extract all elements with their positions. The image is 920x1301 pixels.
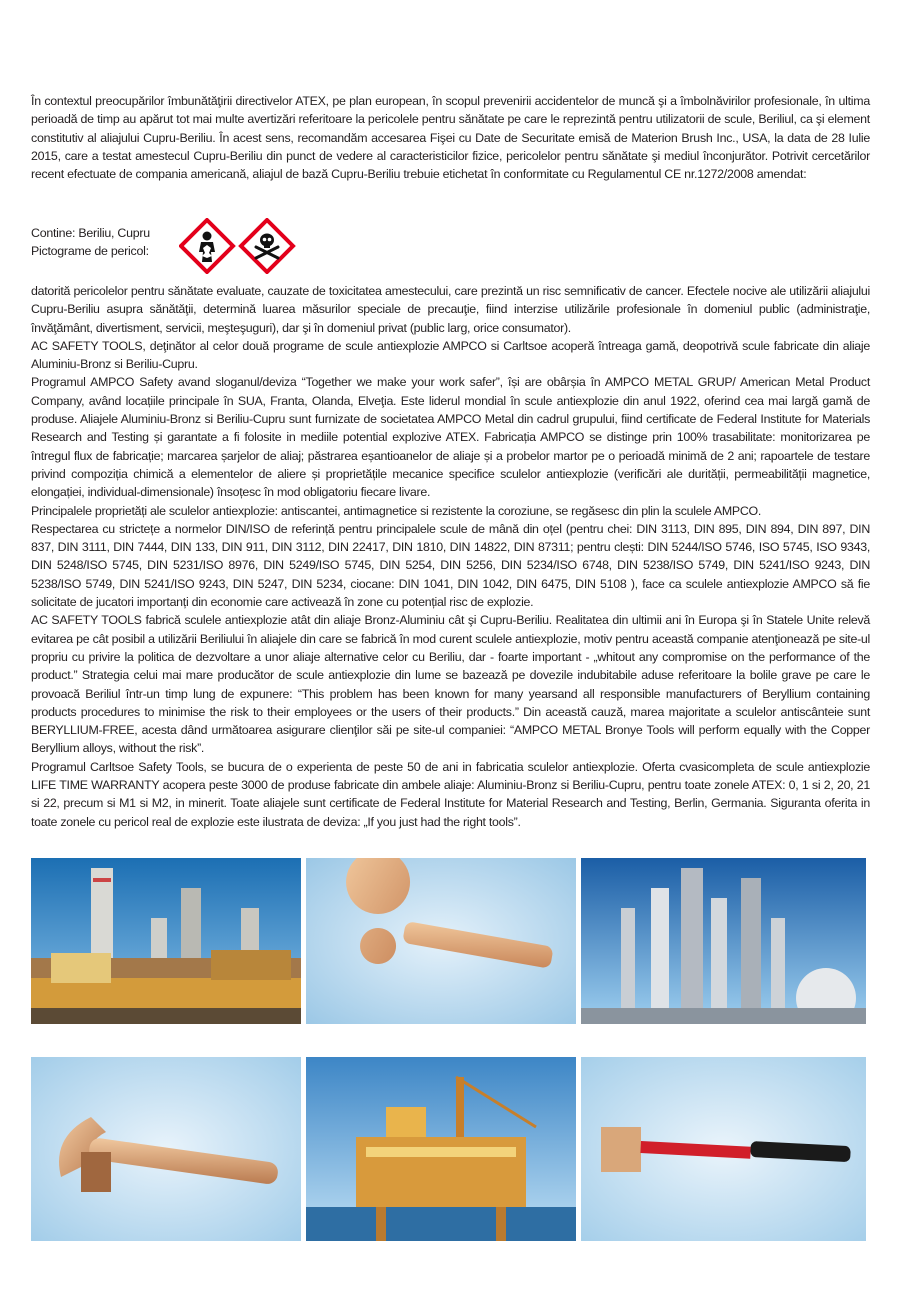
hazard-pictograms [179,218,299,274]
ring-wrench-photo [306,858,576,1024]
offshore-platform-photo [306,1057,576,1241]
body-text [31,282,870,831]
paragraph-properties: Principalele proprietăți ale sculelor antiexplozie: antiscantei, antimagnetice si rezistente la coroziune, se regăsesc din plin la sculele AMPCO. [31,503,762,518]
adjustable-wrench-photo [31,1057,301,1241]
contains-label: Contine: Beriliu, Cupru [31,226,150,240]
sledge-hammer-photo [581,1057,866,1241]
health-hazard-icon [181,220,233,272]
intro-text [31,92,870,183]
intro-paragraph: În contextul preocupărilor îmbunătăţirii directivelor ATEX, pe plan european, în scopul prevenirii accidentelor de muncă şi a îmbolnăvirilor profesionale, în ultima perioadă de timp au apărut tot mai multe avertizări referitoare la pericolele pentru sănătate pe care le reprezintă pentru utilizatorii de scule, Beriliul, ca şi element constitutiv al aliajului Cupru-Beriliu. În acest sens, recomandăm accesarea Fişei cu Date de Securitate emisă de Materion Brush Inc., USA, la data de 28 Iulie 2015, care a testat amestecul Cupru-Beriliu din punct de vedere al caracteristicilor fizice, pericolelor pentru sănătate şi mediul înconjurător. Potrivit cercetărilor recent efectuate de compania americană, aliajul de bază Cupru-Beriliu trebuie etichetat în conformitate cu Regulamentul CE nr.1272/2008 amendat: [31,94,870,182]
paragraph-health: datorită pericolelor pentru sănătate evaluate, cauzate de toxicitatea amestecului, care prezintă un risc semnificativ de cancer. Efectele nocive ale utilizării aliajului Cupru-Beriliu asupra sănătăţii, determină luarea măsurilor speciale de precauţie, fiind interzise utilizările profesionale în domeniul public (administraţie, învăţământ, divertisment, servicii, meşteşuguri), dar şi în domeniul privat (public larg, orice consumator). [31,284,870,335]
hazard-labels [31,224,150,260]
pictogram-label: Pictograme de pericol: [31,244,149,258]
skull-crossbones-icon [241,220,293,272]
refinery-photo [581,858,866,1024]
power-plant-photo [31,858,301,1024]
paragraph-din-iso: Respectarea cu strictețe a normelor DIN/ISO de referință pentru principalele scule de mână din oțel (pentru chei: DIN 3113, DIN 895, DIN 894, DIN 897, DIN 837, DIN 3111, DIN 7444, DIN 133, DIN 911, DIN 3112, DIN 22417, DIN 1810, DIN 14822, DIN 87311; pentru clești: DIN 5244/ISO 5746, ISO 5745, ISO 9343, DIN 5248/ISO 5745, DIN 5231/ISO 8976, DIN 5249/ISO 5745, DIN 5254, DIN 5256, DIN 5234/ISO 6748, DIN 5238/ISO 5749, DIN 5241/ISO 9243, DIN 5238/ISO 5749, DIN 5241/ISO 9243, DIN 5247, DIN 5234, ciocane: DIN 1041, DIN 1042, DIN 6475, DIN 5108 ), face ca sculele antiexplozie AMPCO să fie solicitate de jucatori importanți din economie care activează în zone cu potențial risc de explozie. [31,521,870,610]
paragraph-carltsoe: Programul Carltsoe Safety Tools, se bucura de o experienta de peste 50 de ani in fabricatia sculelor antiexplozie. Oferta cvasicompleta de scule antiexplozie LIFE TIME WARRANTY acopera peste 3000 de produse fabricate din ambele aliaje: Aluminiu-Bronz si Beriliu-Cupru, pentru toate zonele ATEX: 0, 1 si 2, 20, 21 si 22, precum si M1 si M2, in minerit. Toate aliajele sunt certificate de Federal Institute for Material Research and Testing, Berlin, Germania. Siguranta oferita in toate zonele cu pericol real de explozie este ilustrata de deviza: „If you just had the right tools”. [31,759,870,829]
paragraph-beryllium: AC SAFETY TOOLS fabrică sculele antiexplozie atât din aliaje Bronz-Aluminiu cât şi Cupru-Beriliu. Realitatea din ultimii ani în Europa şi în Statele Unite relevă evitarea pe cât posibil a utilizării Beriliului în aliajele din care se fabrică în mod curent sculele antiexplozie, motiv pentru această companie atenţionează pe site-ul propriu cu privire la politica de dezvoltare a unor aliaje alternative celor cu Beriliu, dar - foarte important - „whitout any compromise on the performance of the product.” Strategia celui mai mare producător de scule antiexplozie din lume se bazează pe dovezile indubitabile aduse referitoare la bolile grave pe care le provoacă Beriliul într-un timp lung de expunere: “This problem has been known for many yearsand all responsible manufacturers of Beryllium containing products procedures to minimise the risk to their employees or the users of their products.” Din această cauză, marea majoritate a sculelor antiscânteie sunt BERYLLIUM-FREE, acesta dând următoarea asigurare clienţilor săi pe site-ul companiei: “AMPCO METAL Bronye Tools will perform equally with the Copper Beryllium alloys, without the risk”. [31,613,870,756]
hazard-section [31,218,431,276]
paragraph-ampco: Programul AMPCO Safety avand sloganul/deviza “Together we make your work safer”, își are obârșia în AMPCO METAL GRUP/ American Metal Product Company, având locațiile principale în SUA, Franta, Olanda, Elveţia. Este liderul mondial în scule antiexplozie din anul 1922, oferind cea mai largă gamă de produse. Aliajele Aluminiu-Bronz si Beriliu-Cupru sunt furnizate de societatea AMPCO Metal din cadrul grupului, fiind certificate de Federal Institute for Materials Research and Testing și garantate a fi folosite in mediile potential explozive ATEX. Fabricația AMPCO se distinge prin 100% trasabilitate: monitorizarea pe întregul flux de fabricație; marcarea șarjelor de aliaj; păstrarea eșantioanelor de aliaje și a probelor martor pe o perioadă minimă de 2 ani; rapoartele de testare privind compoziția chimică a elementelor de aliere și proprietățile mecanice specifice sculelor antiexplozie (verificări ale durității, permeabilității magnetice, elongației, individual-dimensionale) însoțesc în mod obligatoriu fiecare livare. [31,375,870,500]
paragraph-ac-safety: AC SAFETY TOOLS, deţinător al celor două programe de scule antiexplozie AMPCO si Carltsoe acoperă întreaga gamă, deopotrivă scule fabricate din aliaje Aluminiu-Bronz si Beriliu-Cupru. [31,338,870,372]
